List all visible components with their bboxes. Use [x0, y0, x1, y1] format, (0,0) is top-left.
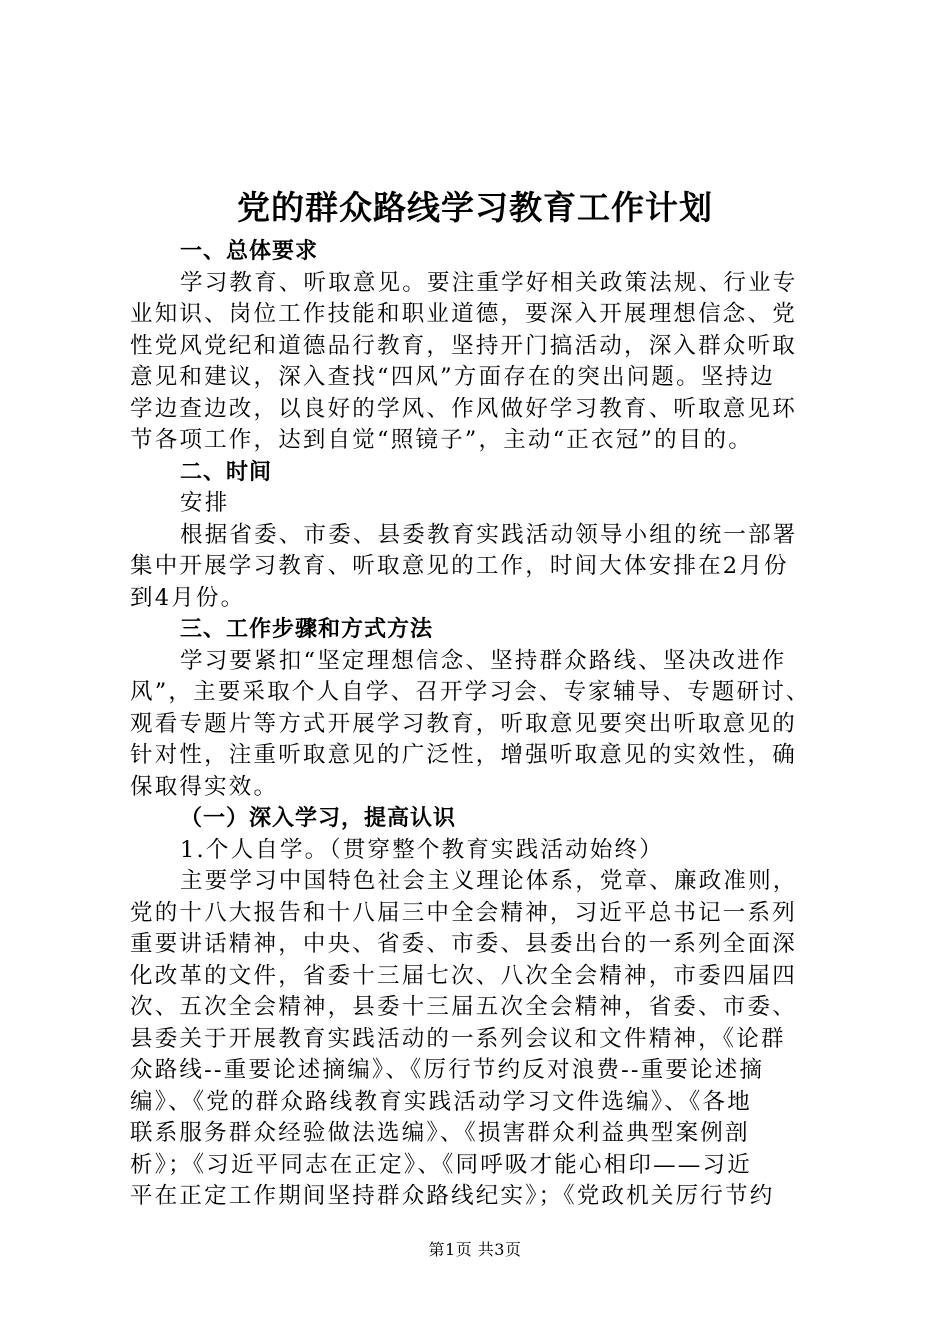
text-line: 析》；《习近平同志在正定》、《同呼吸才能心相印——习近 — [130, 1151, 752, 1178]
section-heading: 一、总体要求 — [180, 239, 319, 264]
text-line: 化改革的文件，省委十三届七次、八次全会精神，市委四届四 — [130, 962, 797, 989]
text-line: 联系服务群众经验做法选编》、《损害群众利益典型案例剖 — [130, 1120, 750, 1146]
text-line: 节各项工作，达到自觉“照镜子”，主动“正衣冠”的目的。 — [130, 427, 753, 453]
text-line: 观看专题片等方式开展学习教育，听取意见要突出听取意见的 — [130, 710, 797, 737]
text-line: 意见和建议，深入查找“四风”方面存在的突出问题。坚持边 — [130, 364, 775, 390]
text-line: 编》、《党的群众路线教育实践活动学习文件选编》、《各地 — [130, 1088, 752, 1115]
text-line: 针对性，注重听取意见的广泛性，增强听取意见的实效性，确 — [130, 742, 797, 768]
document-title: 党的群众路线学习教育工作计划 — [237, 188, 713, 227]
text-line: 重要讲话精神，中央、省委、市委、县委出台的一系列全面深 — [130, 931, 797, 957]
text-line: 根据省委、市委、县委教育实践活动领导小组的统一部署 — [180, 521, 798, 548]
text-line: 到4月份。 — [130, 584, 246, 611]
text-line: 党的十八大报告和十八届三中全会精神，习近平总书记一系列 — [130, 899, 797, 926]
text-line: 风”，主要采取个人自学、召开学习会、专家辅导、专题研讨、 — [130, 679, 811, 705]
section-heading: 三、工作步骤和方式方法 — [180, 617, 434, 642]
text-line: 保取得实效。 — [130, 773, 279, 800]
text-line: 集中开展学习教育、听取意见的工作，时间大体安排在2月份 — [130, 553, 789, 579]
text-line: 学习要紧扣“坚定理想信念、坚持群众路线、坚决改进作 — [180, 647, 787, 674]
text-line: 次、五次全会精神，县委十三届五次全会精神，省委、市委、 — [130, 994, 797, 1020]
section-heading: （一）深入学习，提高认识 — [180, 806, 457, 831]
text-line: 县委关于开展教育实践活动的一系列会议和文件精神，《论群 — [130, 1025, 786, 1052]
text-line: 主要学习中国特色社会主义理论体系，党章、廉政准则， — [180, 868, 798, 894]
page-footer: 第1页 共3页 — [428, 1240, 522, 1259]
text-line: 学边查边改，以良好的学风、作风做好学习教育、听取意见环 — [130, 395, 797, 422]
text-line: 众路线--重要论述摘编》、《厉行节约反对浪费--重要论述摘 — [130, 1057, 765, 1083]
text-line: 学习教育、听取意见。要注重学好相关政策法规、行业专 — [180, 269, 798, 296]
document-body — [130, 236, 830, 1213]
text-line: 性党风党纪和道德品行教育，坚持开门搞活动，深入群众听取 — [130, 332, 797, 359]
text-line: 安排 — [180, 490, 230, 516]
text-line: 平在正定工作期间坚持群众路线纪实》；《党政机关厉行节约 — [130, 1183, 775, 1209]
text-line: 1.个人自学。（贯穿整个教育实践活动始终） — [180, 836, 664, 863]
section-heading: 二、时间 — [180, 459, 273, 485]
text-line: 业知识、岗位工作技能和职业道德，要深入开展理想信念、党 — [130, 301, 797, 327]
